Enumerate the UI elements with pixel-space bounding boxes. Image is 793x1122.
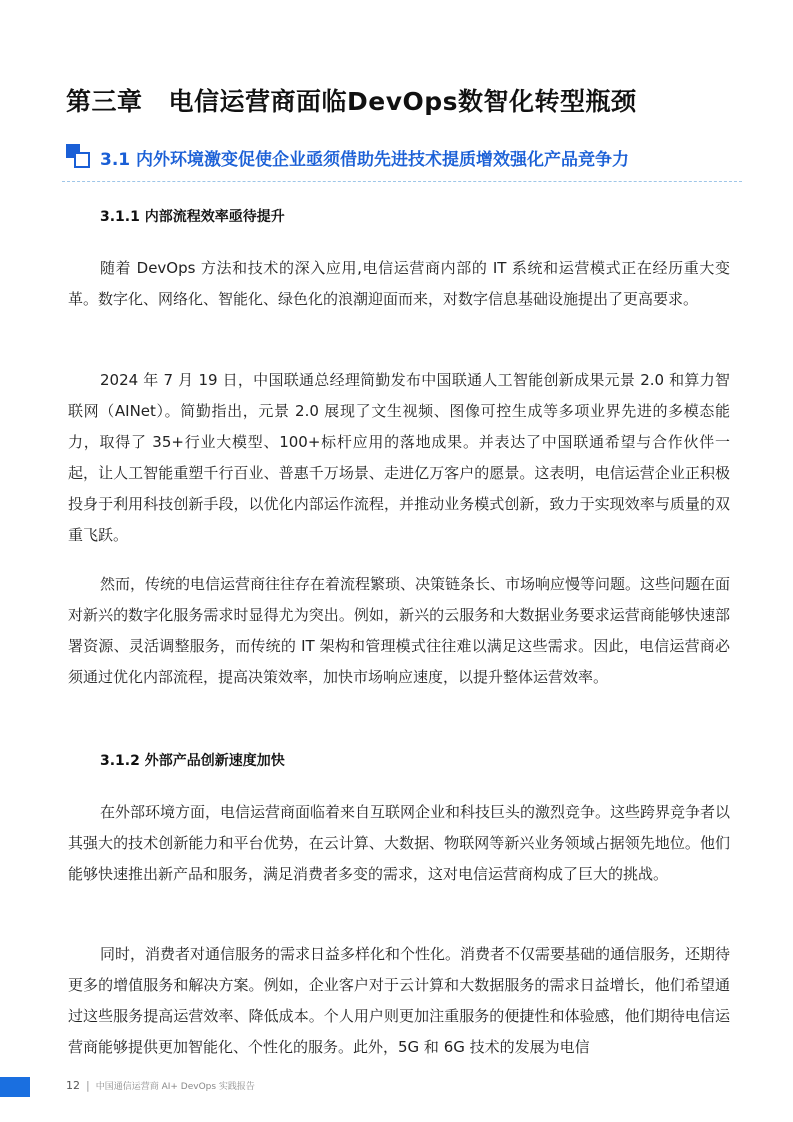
paragraph: 同时，消费者对通信服务的需求日益多样化和个性化。消费者不仅需要基础的通信服务，还期待更多的增值服务和解决方案。例如，企业客户对于云计算和大数据服务的需求日益增长，他们希望通过这些服务提高运营效率、降低成本。个人用户则更加注重服务的便捷性和体验感，他们期待电信运营商能够提供更加智能化、个性化的服务。此外，5G 和 6G 技术的发展为电信	[68, 945, 731, 1056]
chapter-number: 第三章	[66, 87, 143, 116]
chapter-title	[66, 82, 766, 118]
paragraph: 随着 DevOps 方法和技术的深入应用,电信运营商内部的 IT 系统和运营模式正在经历重大变革。数字化、网络化、智能化、绿色化的浪潮迎面而来，对数字信息基础设施提出了更高要求。	[68, 259, 730, 308]
page-footer	[66, 1079, 255, 1092]
paragraph: 然而，传统的电信运营商往往存在着流程繁琐、决策链条长、市场响应慢等问题。这些问题在面对新兴的数字化服务需求时显得尤为突出。例如，新兴的云服务和大数据业务要求运营商能够快速部署资源、灵活调整服务，而传统的 IT 架构和管理模式往往难以满足这些需求。因此，电信运营商必须通过优化内部流程，提高决策效率，加快市场响应速度，以提升整体运营效率。	[68, 575, 731, 686]
subsection-heading: 3.1.2 外部产品创新速度加快	[100, 753, 285, 769]
section-square-icon	[66, 144, 90, 168]
paragraph: 在外部环境方面，电信运营商面临着来自互联网企业和科技巨头的激烈竞争。这些跨界竞争者以其强大的技术创新能力和平台优势，在云计算、大数据、物联网等新兴业务领域占据领先地位。他们能够快速推出新产品和服务，满足消费者多变的需求，这对电信运营商构成了巨大的挑战。	[68, 803, 731, 883]
section-header	[66, 144, 746, 176]
subsection-heading: 3.1.1 内部流程效率亟待提升	[100, 209, 285, 225]
section-title: 3.1 内外环境激变促使企业亟须借助先进技术提质增效强化产品竞争力	[100, 150, 630, 170]
footer-accent-bar	[0, 1077, 30, 1097]
footer-document-title: 中国通信运营商 AI+ DevOps 实践报告	[95, 1082, 255, 1092]
section-divider	[62, 181, 742, 182]
footer-separator: |	[86, 1079, 90, 1092]
page-number: 12	[66, 1079, 80, 1092]
paragraph: 2024 年 7 月 19 日，中国联通总经理简勤发布中国联通人工智能创新成果元景 2.0 和算力智联网（AINet）。简勤指出，元景 2.0 展现了文生视频、图像可控生成等多项业界先进的多模态能力，取得了 35+行业大模型、100+标杆应用的落地成果。并表达了中国联通希望与合作伙伴一起，让人工智能重塑千行百业、普惠千万场景、走进亿万客户的愿景。这表明，电信运营企业正积极投身于利用科技创新手段，以优化内部运作流程，并推动业务模式创新，致力于实现效率与质量的双重飞跃。	[68, 371, 730, 544]
chapter-name: 电信运营商面临DevOps数智化转型瓶颈	[168, 87, 637, 116]
